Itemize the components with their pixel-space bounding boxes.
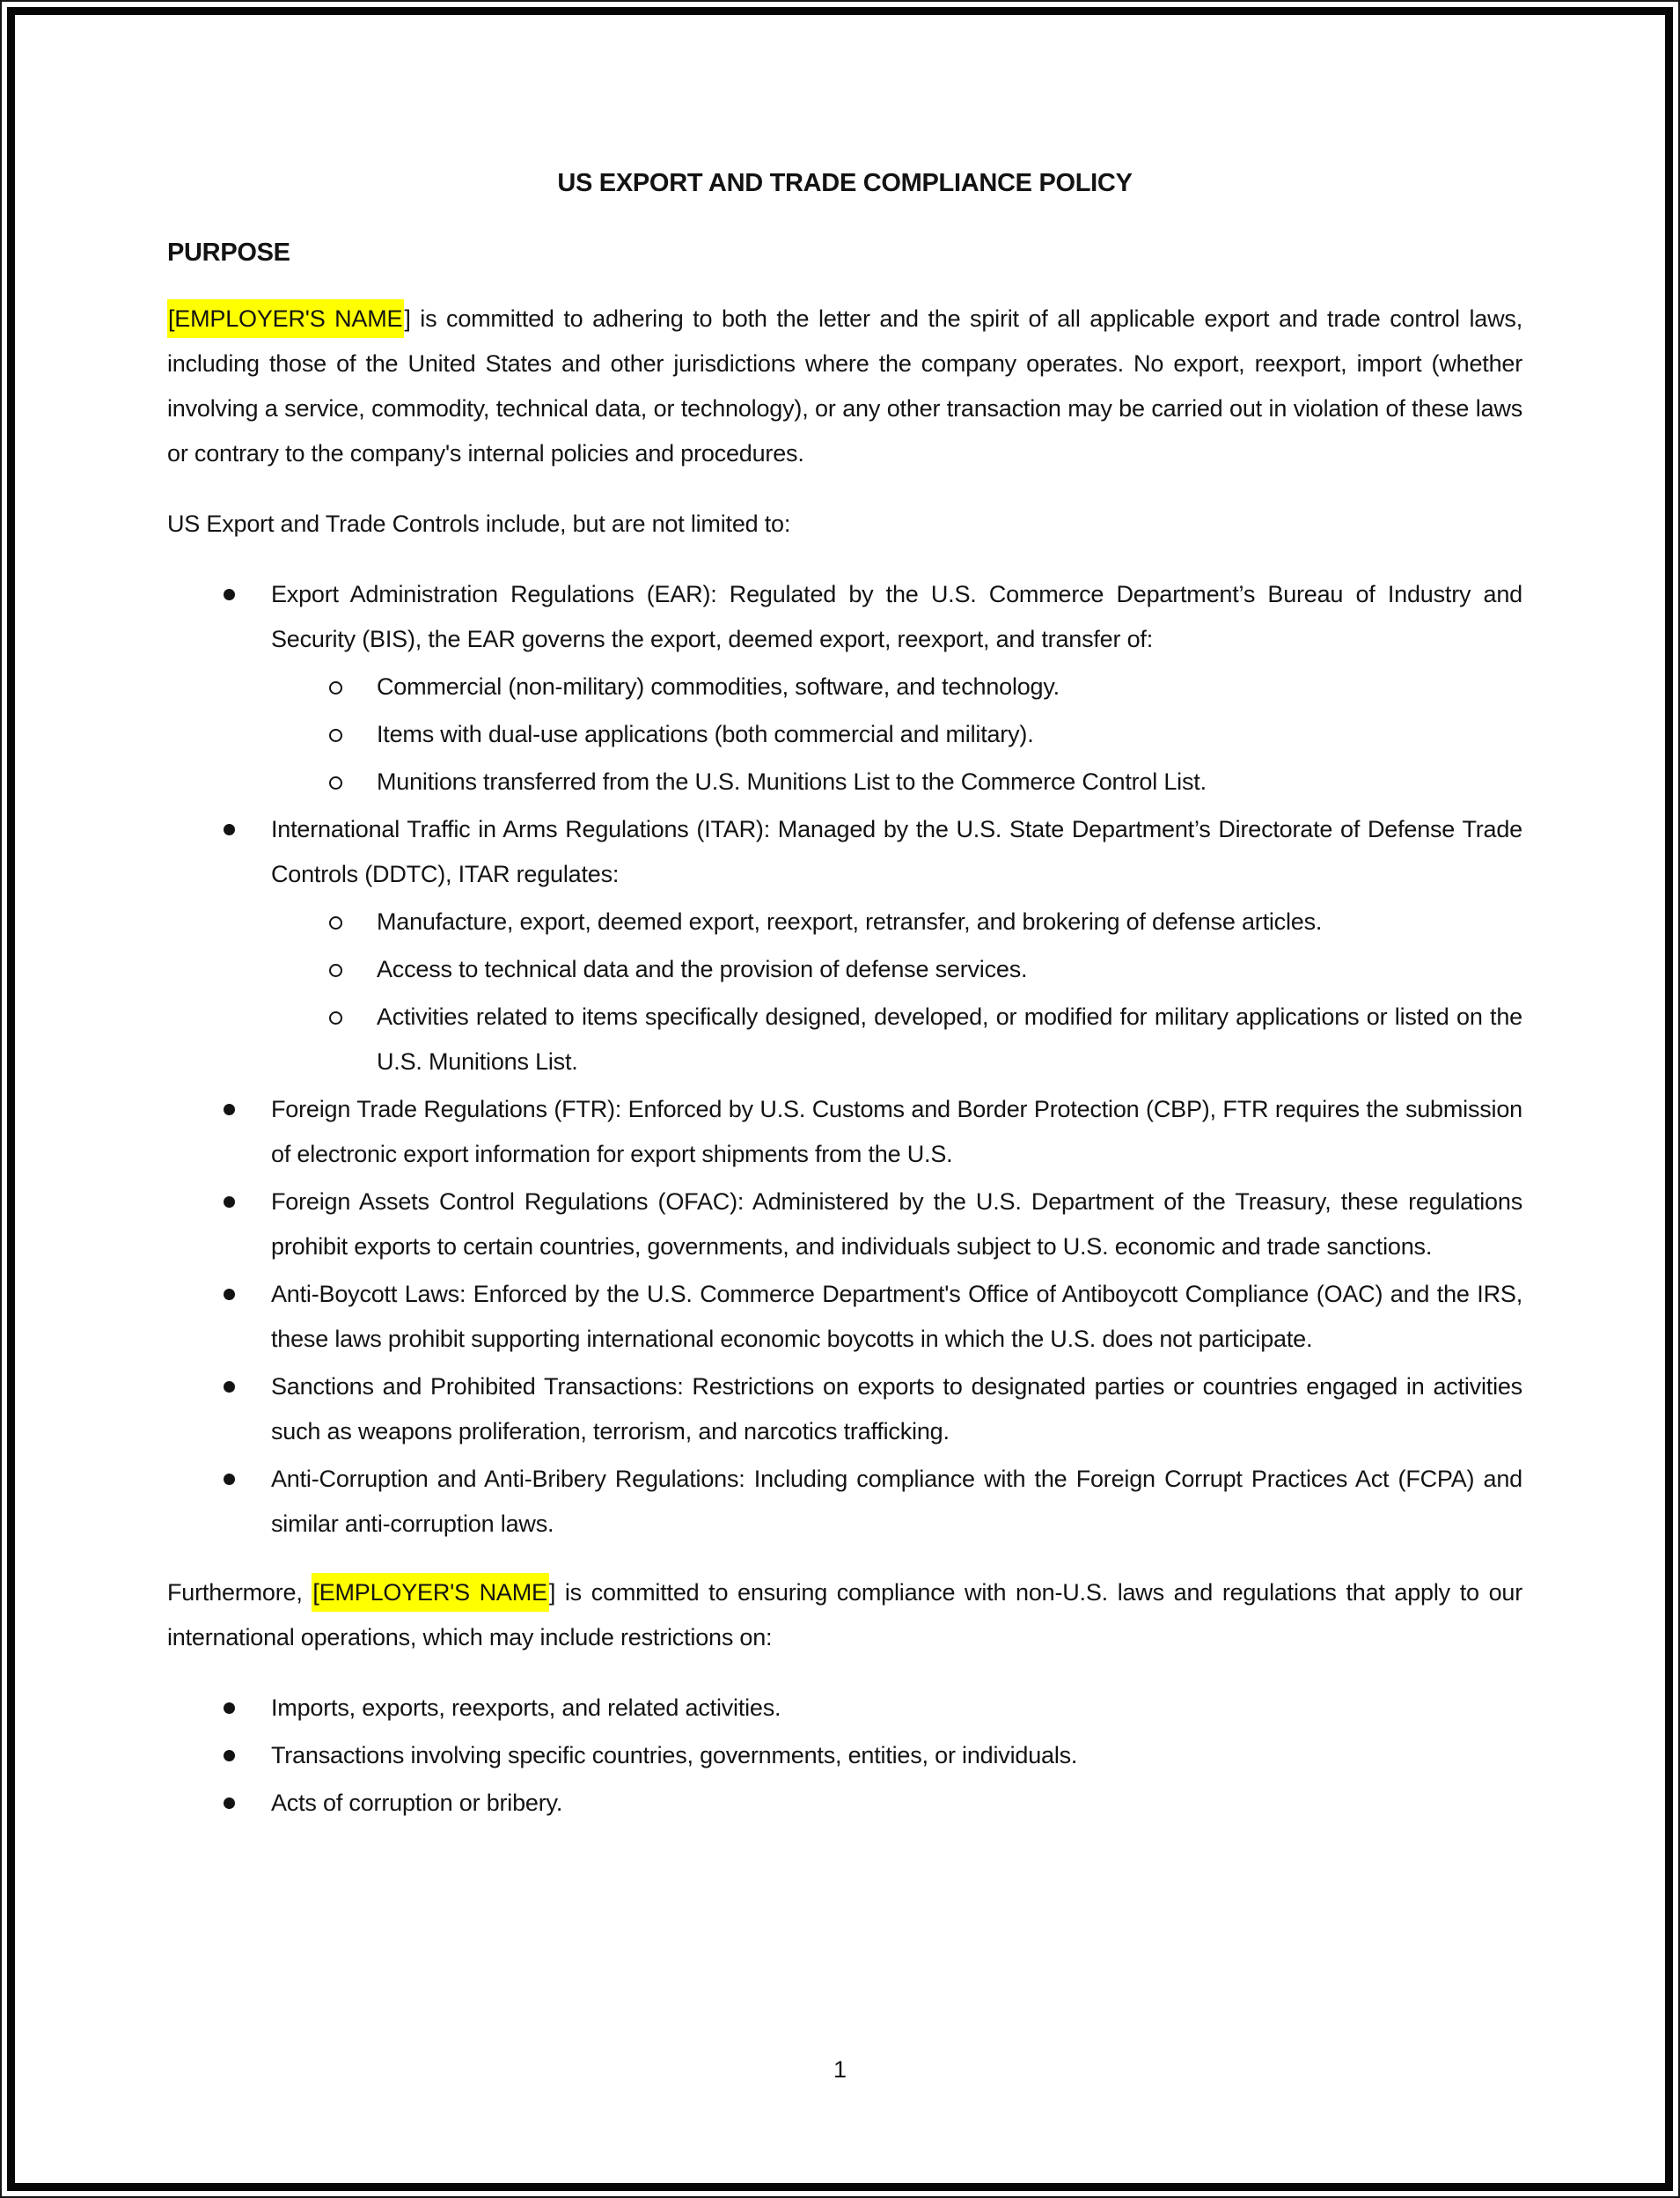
bullet-icon <box>224 1381 235 1393</box>
purpose-heading: PURPOSE <box>167 239 290 267</box>
list-subitem-text: Munitions transferred from the U.S. Munitions List to the Commerce Control List. <box>377 768 1207 795</box>
list-subitem-itar-3 <box>167 995 1522 1084</box>
list-item-text: Foreign Assets Control Regulations (OFAC): Administered by the U.S. Department of the Treasury, these regulations prohibit exports to certain countries, governments, and individuals subject to U.S. economic and trade sanctions. <box>271 1188 1522 1260</box>
employer-name-highlight: [EMPLOYER'S NAME <box>167 299 404 338</box>
list-item-transactions <box>167 1733 1522 1778</box>
list-subitem-text: Manufacture, export, deemed export, reexport, retransfer, and brokering of defense articles. <box>377 908 1323 935</box>
page-number: 1 <box>833 2056 847 2083</box>
furthermore-text-after: ] is committed to ensuring compliance with non-U.S. laws and regulations that apply to our international operations, which may include restrictions on: <box>167 1579 1522 1650</box>
list-subitem-ear-2 <box>167 712 1522 757</box>
list-item-ofac <box>167 1180 1522 1269</box>
list-item-text: Imports, exports, reexports, and related activities. <box>271 1694 781 1721</box>
list-item-imports <box>167 1686 1522 1731</box>
furthermore-text-before: Furthermore, <box>167 1579 312 1606</box>
list-subitem-text: Commercial (non-military) commodities, software, and technology. <box>377 673 1060 700</box>
bullet-icon <box>224 589 235 600</box>
bullet-icon <box>224 1797 235 1809</box>
list-subitem-ear-1 <box>167 665 1522 709</box>
list-item-text: Export Administration Regulations (EAR): Regulated by the U.S. Commerce Department’s Bureau of Industry and Security (BIS), the EAR governs the export, deemed export, reexport, and transfer of: <box>271 581 1522 652</box>
list-item-text: International Traffic in Arms Regulations (ITAR): Managed by the U.S. State Department’s Directorate of Defense Trade Controls (DDTC), ITAR regulates: <box>271 816 1522 887</box>
bullet-icon <box>224 1289 235 1300</box>
list-item-ear <box>167 572 1522 662</box>
list-item-text: Sanctions and Prohibited Transactions: Restrictions on exports to designated parties or countries engaged in activities such as weapons proliferation, terrorism, and narcotics trafficking. <box>271 1373 1522 1445</box>
intro-paragraph-text: ] is committed to adhering to both the letter and the spirit of all applicable export and trade control laws, including those of the United States and other jurisdictions where the company operates. No export, reexport, import (whether involving a service, commodity, technical data, or technology), or any other transaction may be carried out in violation of these laws or contrary to the company's internal policies and procedures. <box>167 305 1522 467</box>
list-subitem-itar-1 <box>167 900 1522 945</box>
bullet-icon <box>224 1750 235 1761</box>
furthermore-paragraph <box>167 1570 1522 1660</box>
bullet-icon <box>224 1196 235 1208</box>
bullet-icon <box>224 1474 235 1485</box>
circle-bullet-icon <box>329 729 342 742</box>
document-title: US EXPORT AND TRADE COMPLIANCE POLICY <box>557 169 1133 197</box>
list-item-text: Anti-Corruption and Anti-Bribery Regulations: Including compliance with the Foreign Corrupt Practices Act (FCPA) and similar anti-corruption laws. <box>271 1466 1522 1537</box>
list-item-text: Anti-Boycott Laws: Enforced by the U.S. Commerce Department's Office of Antiboycott Compliance (OAC) and the IRS, these laws prohibit supporting international economic boycotts in which the U.S. does not participate. <box>271 1281 1522 1352</box>
bullet-icon <box>224 1104 235 1115</box>
list-item-text: Acts of corruption or bribery. <box>271 1790 563 1816</box>
list-item-anti-corruption <box>167 1457 1522 1547</box>
list-item-sanctions <box>167 1364 1522 1454</box>
list-subitem-text: Access to technical data and the provision of defense services. <box>377 956 1028 982</box>
list-item-text: Foreign Trade Regulations (FTR): Enforced by U.S. Customs and Border Protection (CBP), FTR requires the submission of electronic export information for export shipments from the U.S. <box>271 1096 1522 1167</box>
list-item-corruption <box>167 1781 1522 1826</box>
list-item-itar <box>167 807 1522 897</box>
bullet-icon <box>224 824 235 835</box>
controls-list <box>167 572 1522 1547</box>
list-item-ftr <box>167 1087 1522 1177</box>
non-us-restrictions-list <box>167 1686 1522 1826</box>
list-subitem-text: Items with dual-use applications (both commercial and military). <box>377 721 1034 747</box>
list-item-text: Transactions involving specific countries, governments, entities, or individuals. <box>271 1742 1078 1768</box>
page-content <box>167 0 1522 1849</box>
list-subitem-itar-2 <box>167 947 1522 992</box>
circle-bullet-icon <box>329 681 342 695</box>
employer-name-highlight: [EMPLOYER'S NAME <box>312 1573 548 1612</box>
list-subitem-text: Activities related to items specifically designed, developed, or modified for military applications or listed on the U.S. Munitions List. <box>377 1003 1522 1075</box>
circle-bullet-icon <box>329 964 342 977</box>
bullet-icon <box>224 1702 235 1714</box>
controls-intro: US Export and Trade Controls include, but are not limited to: <box>167 511 791 537</box>
list-subitem-ear-3 <box>167 760 1522 805</box>
circle-bullet-icon <box>329 1011 342 1025</box>
intro-paragraph <box>167 297 1522 476</box>
circle-bullet-icon <box>329 776 342 790</box>
circle-bullet-icon <box>329 916 342 930</box>
list-item-anti-boycott <box>167 1272 1522 1362</box>
